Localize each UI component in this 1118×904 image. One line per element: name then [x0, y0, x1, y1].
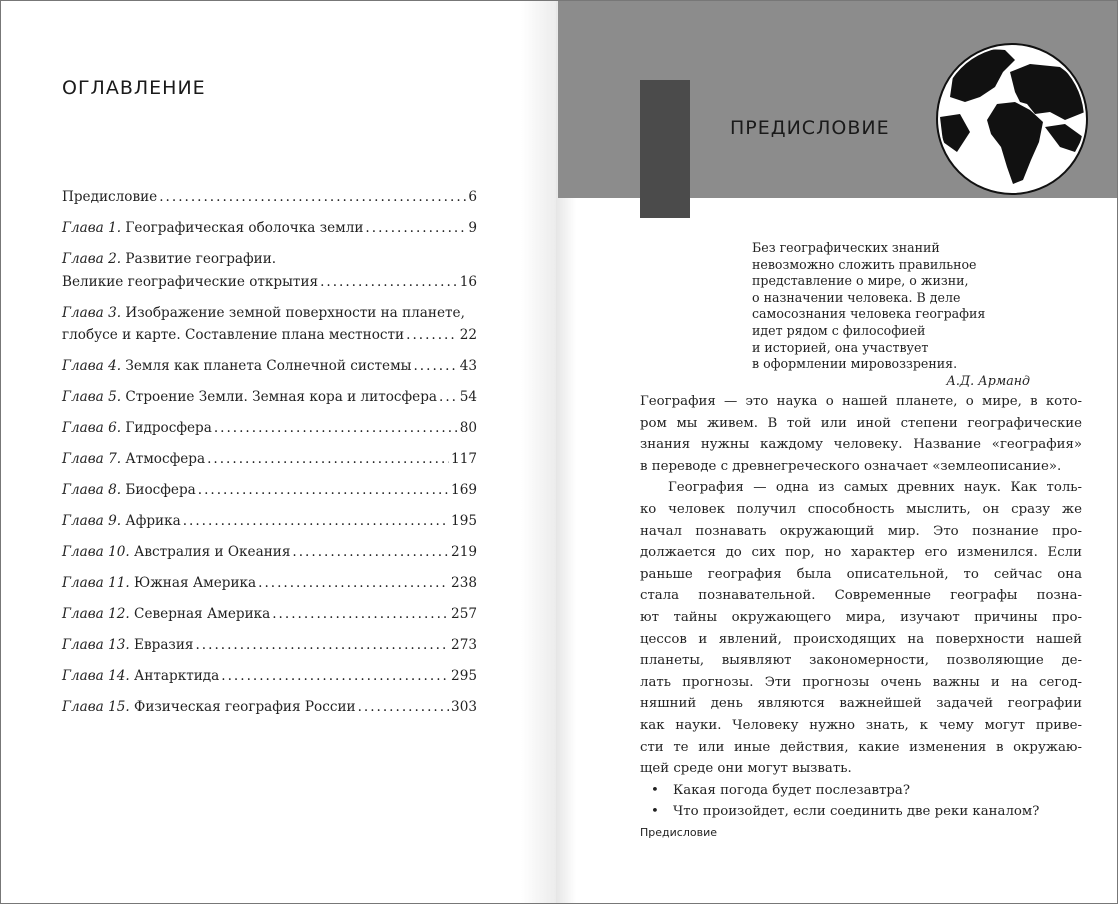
toc-entry-text: глобусе и карте. Составление плана местности — [62, 327, 405, 343]
toc-title: ОГЛАВЛЕНИЕ — [62, 77, 206, 99]
body-line: сти те или иные действия, какие изменения в окружаю- — [640, 739, 1082, 755]
toc-entry-text: Земля как планета Солнечной системы — [125, 358, 412, 374]
toc-entry-text: Физическая география России — [134, 699, 356, 715]
toc-chapter-prefix: Глава 1. — [62, 220, 122, 236]
body-line: стала познавательной. Современные географы позна- — [640, 588, 1082, 604]
toc-page-number: 16 — [459, 273, 477, 290]
toc-entry-text: Южная Америка — [134, 575, 257, 591]
body-line: начал познавать окружающий мир. Это познание про- — [640, 523, 1082, 539]
body-line: лать прогнозы. Эти прогнозы очень важны и на сегод- — [640, 674, 1082, 690]
toc-page-number: 22 — [459, 327, 477, 343]
toc-chapter-prefix: Глава 10. — [62, 544, 130, 560]
toc-entry-text: Географическая оболочка земли — [125, 220, 364, 236]
toc-entry-text: Австралия и Океания — [134, 544, 291, 560]
body-line: раньше география была описательной, то сейчас она — [640, 566, 1082, 582]
epigraph-line: идет рядом с философией — [752, 322, 926, 338]
body-line: должается до сих пор, но характер его изменился. Если — [640, 545, 1082, 561]
toc-entry-text: Развитие географии. — [125, 251, 277, 267]
toc-entry-text: Предисловие — [62, 189, 158, 205]
page-footer: Предисловие — [640, 826, 717, 839]
toc-page-number: 195 — [451, 513, 477, 529]
toc-chapter-prefix: Глава 13. — [62, 637, 130, 653]
toc-chapter-prefix: Глава 9. — [62, 513, 122, 529]
toc-entry-text: Северная Америка — [134, 606, 271, 622]
toc-page-number: 9 — [468, 220, 477, 236]
toc-page-number: 6 — [468, 189, 477, 205]
toc-chapter-prefix: Глава 12. — [62, 606, 130, 622]
body-line: ют тайны окружающего мира, изучают причины про- — [640, 609, 1082, 625]
body-line: География — одна из самых древних наук. Как толь- — [668, 480, 1082, 496]
toc-entry-text: Африка — [125, 513, 181, 529]
body-line: в переводе с древнегреческого означает «землеописание». — [640, 458, 1062, 474]
toc-entry-text: Великие географические открытия — [62, 273, 319, 290]
toc-chapter-prefix: Глава 6. — [62, 420, 122, 436]
toc-chapter-prefix: Глава 7. — [62, 451, 122, 467]
toc-page-number: 117 — [451, 451, 477, 467]
toc-page-number: 169 — [451, 482, 477, 498]
toc-chapter-prefix: Глава 5. — [62, 389, 122, 405]
toc-chapter-prefix: Глава 8. — [62, 482, 122, 498]
toc-chapter-prefix: Глава 14. — [62, 668, 130, 684]
epigraph-line: самосознания человека география — [752, 306, 986, 322]
toc-chapter-prefix: Глава 2. — [62, 251, 122, 267]
body-line: планеты, выявляют закономерности, позволяющие де- — [640, 653, 1082, 669]
toc-page-number: 80 — [459, 420, 477, 436]
toc-entry-text: Строение Земли. Земная кора и литосфера — [125, 389, 438, 405]
bullet-icon: • — [651, 804, 659, 820]
toc-entry-text: Биосфера — [125, 482, 196, 498]
epigraph-line: и историей, она участвует — [752, 339, 929, 355]
toc-chapter-prefix: Глава 4. — [62, 358, 122, 374]
toc-page-number: 219 — [451, 544, 477, 560]
toc-entry-text: Изображение земной поверхности на планете, — [125, 304, 465, 321]
toc-page-number: 303 — [451, 699, 477, 715]
chapter-title: ПРЕДИСЛОВИЕ — [730, 117, 890, 139]
toc-page-number: 54 — [459, 389, 477, 405]
toc-page-number: 273 — [451, 637, 477, 653]
toc-entry-text: Евразия — [134, 637, 194, 653]
body-line: как науки. Человеку нужно знать, к чему могут приве- — [640, 717, 1082, 733]
toc-page-number: 257 — [451, 606, 477, 622]
toc-entry-text: Гидросфера — [125, 420, 212, 436]
epigraph-author: А.Д. Арманд — [946, 372, 1030, 388]
body-line: ко человек получил способность мыслить, он сразу же — [640, 501, 1082, 517]
body-line: знания нужны каждому человеку. Название «география» — [640, 437, 1082, 453]
bullet-text: Какая погода будет послезавтра? — [673, 782, 910, 798]
epigraph-line: в оформлении мировоззрения. — [752, 356, 958, 372]
epigraph-line: Без географических знаний — [752, 240, 940, 255]
body-line: География — это наука о нашей планете, о мире, в кото- — [640, 394, 1082, 409]
bullet-text: Что произойдет, если соединить две реки каналом? — [673, 804, 1040, 820]
toc-chapter-prefix: Глава 3. — [62, 304, 122, 321]
toc-page-number: 238 — [451, 575, 477, 591]
toc-chapter-prefix: Глава 15. — [62, 699, 130, 715]
body-line: цессов и явлений, происходящих на поверхности нашей — [640, 631, 1082, 647]
toc-chapter-prefix: Глава 11. — [62, 575, 130, 591]
epigraph-line: о назначении человека. В деле — [752, 289, 961, 305]
bullet-icon: • — [651, 782, 659, 798]
body-line: ром мы живем. В той или иной степени географические — [640, 415, 1082, 431]
toc-page-number: 43 — [459, 358, 477, 374]
epigraph-line: представление о мире, о жизни, — [752, 273, 969, 289]
body-line: щей среде они могут вызвать. — [640, 761, 852, 777]
toc-page-number: 295 — [451, 668, 477, 684]
epigraph-line: невозможно сложить правильное — [752, 256, 977, 272]
toc-entry-text: Антарктида — [134, 668, 220, 684]
body-line: няшний день являются важнейшей задачей географии — [640, 696, 1082, 712]
toc-entry-text: Атмосфера — [125, 451, 206, 467]
